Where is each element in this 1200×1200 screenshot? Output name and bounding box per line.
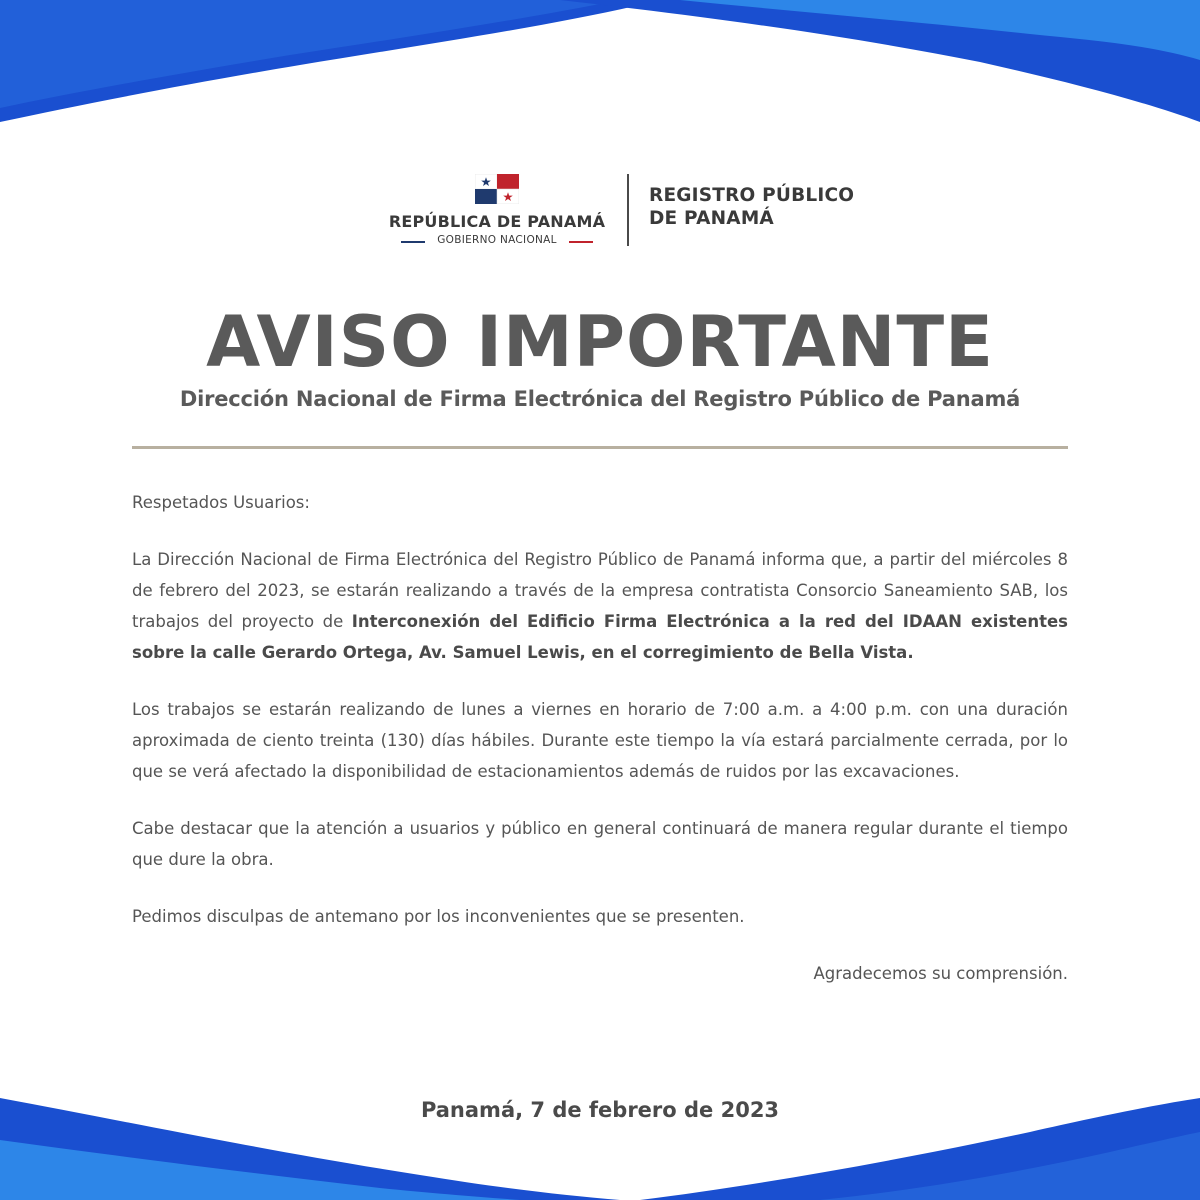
closing-line: Agradecemos su comprensión. <box>813 964 1068 983</box>
paragraph-service: Cabe destacar que la atención a usuarios y público en general continuará de manera regular durante el tiempo que dure la obra. <box>132 819 1068 869</box>
paragraph-schedule: Los trabajos se estarán realizando de lunes a viernes en horario de 7:00 a.m. a 4:00 p.m. con una duración aproximada de ciento treinta (130) días hábiles. Durante este tiempo la vía estará parcialmente cerrada, por lo que se verá afectado la disponibilidad de estacionamientos además de ruidos por las excavaciones. <box>132 700 1068 781</box>
registry-name-line1: REGISTRO PÚBLICO <box>649 185 855 206</box>
government-name: REPÚBLICA DE PANAMÁ <box>388 212 606 231</box>
government-subtitle-text: GOBIERNO NACIONAL <box>437 234 557 246</box>
header-logos <box>0 172 1200 252</box>
paragraph-announcement-intro: La Dirección Nacional de Firma Electrónica del Registro Público de Panamá informa que, a partir del miércoles 8 de febrero del 2023, se estarán realizando a través de la empresa contratista Consorcio Saneamiento SAB, los trabajos del proyecto de <box>132 550 1068 631</box>
greeting: Respetados Usuarios: <box>132 493 310 512</box>
logo-divider <box>627 174 629 246</box>
notice-title: AVISO IMPORTANTE <box>206 301 994 383</box>
notice-body <box>132 487 1068 1015</box>
paragraph-apology: Pedimos disculpas de antemano por los inconvenientes que se presenten. <box>132 907 745 926</box>
subtitle-rule-right <box>569 241 593 243</box>
notice-subtitle: Dirección Nacional de Firma Electrónica del Registro Público de Panamá <box>179 387 1021 411</box>
notice-date: Panamá, 7 de febrero de 2023 <box>420 1098 780 1122</box>
government-subtitle <box>400 234 594 248</box>
registry-name <box>649 184 854 230</box>
registry-name-line2: DE PANAMÁ <box>649 208 774 229</box>
paragraph-announcement-highlight: Interconexión del Edificio Firma Electrónica a la red del IDAAN existentes sobre la calle Gerardo Ortega, Av. Samuel Lewis, en el corregimiento de Bella Vista. <box>132 612 1068 662</box>
subtitle-rule-left <box>401 241 425 243</box>
panama-flag-icon <box>475 174 519 204</box>
title-divider <box>132 446 1068 449</box>
paragraph-announcement <box>132 544 1068 668</box>
